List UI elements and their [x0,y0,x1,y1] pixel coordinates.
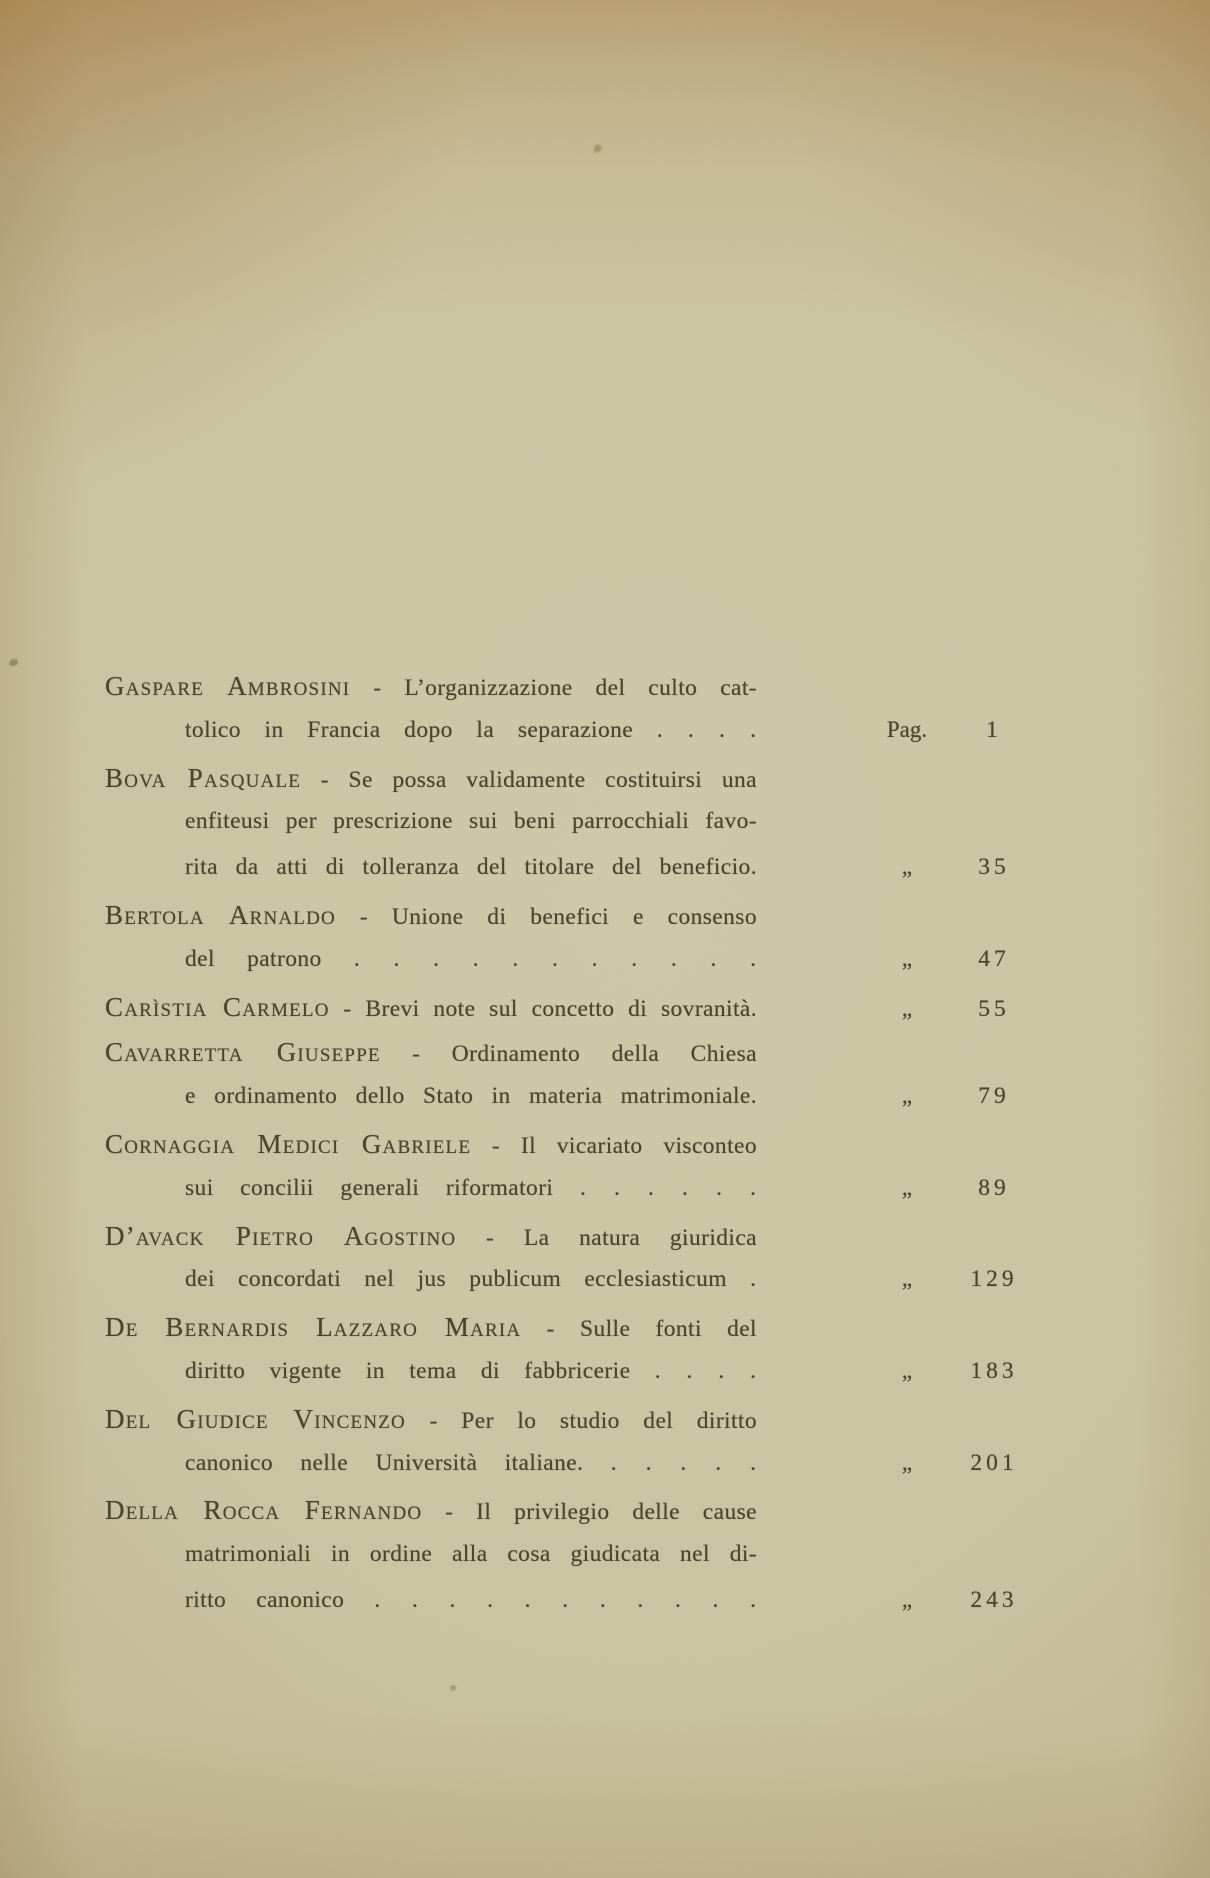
toc-title-text: matrimoniali in ordine alla cosa giudicata nel di- [185,1541,757,1568]
toc-author-title-dash: - [405,1407,462,1434]
paper-speck [592,143,603,154]
dot-leader: . [750,1266,757,1293]
toc-ref-mark: „ [901,995,913,1021]
toc-title-text: ritto canonico [185,1586,345,1613]
toc-page-number: 89 [978,1174,1010,1201]
toc-title-text: La natura giuridica [523,1224,757,1251]
toc-row [105,1587,1050,1633]
toc-ref-mark: „ [901,1083,913,1109]
toc-page-number: 79 [978,1083,1010,1110]
toc-author-name: Cavarretta Giuseppe [105,1037,381,1068]
toc-page-number: 55 [978,995,1010,1022]
toc-row [105,946,1050,992]
toc-title-text: e ordinamento dello Stato in materia matrimoniale. [185,1083,757,1110]
toc-row [105,1541,1050,1587]
toc-title-text: tolico in Francia dopo la separazione [185,716,634,743]
toc-title-text: sui concilii generali riformatori [185,1174,554,1201]
toc-title-text: Il vicariato visconteo [520,1132,757,1159]
toc-row [105,992,1050,1038]
toc-author-name: Bertola Arnaldo [105,899,336,930]
toc-line-text [105,946,757,973]
toc-line-text [105,1450,757,1477]
toc-row [105,1450,1050,1496]
toc-title-text: Ordinamento della Chiesa [451,1041,757,1068]
toc-title-text: Il privilegio delle cause [476,1499,757,1526]
toc-line-text [105,717,757,744]
toc-author-title-dash: - [521,1316,580,1343]
toc-line-text [105,992,757,1023]
toc-author-name: Bova Pasquale [105,762,302,793]
toc-line-text [105,1358,757,1385]
toc-row [105,1358,1050,1404]
toc-ref-mark: „ [901,854,913,880]
toc-title-text: diritto vigente in tema di fabbricerie [185,1357,631,1384]
toc-page-number: 183 [970,1357,1018,1384]
toc-line-text [105,808,757,835]
paper-speck [450,1685,456,1691]
toc-line-text [105,1175,757,1202]
toc-line-text [105,1404,757,1435]
toc-ref-mark: „ [901,1449,913,1475]
toc-author-title-dash: - [456,1224,524,1251]
toc-row [105,717,1050,763]
toc-title-text: canonico nelle Università italiane. [185,1449,584,1476]
toc-author-title-dash: - [422,1499,477,1526]
toc-author-title-dash: - [329,995,366,1022]
toc-author-name: D’avack Pietro Agostino [105,1220,457,1251]
toc-page-number: 35 [978,854,1010,881]
toc-row [105,808,1050,854]
toc-row [105,1404,1050,1450]
toc-ref-mark: „ [901,1174,913,1200]
toc-title-text: Se possa validamente costituirsi una [348,766,757,793]
toc-row [105,671,1050,717]
toc-line-text [105,1541,757,1568]
toc-row [105,1266,1050,1312]
toc-row [105,1129,1050,1175]
toc-title-text: dei concordati nel jus publicum ecclesiasticum [185,1266,727,1293]
toc-author-title-dash: - [301,766,349,793]
toc-row [105,1175,1050,1221]
toc-title-text: Sulle fonti del [579,1316,757,1343]
toc-author-name: Gaspare Ambrosini [105,671,351,701]
toc-ref-mark: Pag. [886,716,928,742]
toc-line-text [105,900,757,931]
toc-list [105,671,1050,1633]
toc-line-text [105,1495,757,1526]
toc-line-text [105,763,757,794]
toc-ref-mark: „ [901,1586,913,1612]
toc-page-number: 129 [970,1266,1018,1293]
toc-line-text [105,1221,757,1252]
toc-title-text: Per lo studio del diritto [461,1407,757,1434]
toc-author-name: Della Rocca Fernando [105,1495,423,1526]
toc-row [105,1495,1050,1541]
toc-ref-mark: „ [901,945,913,971]
dot-leader: . . . . . . . . . . . [374,1586,757,1613]
toc-line-text [105,1083,757,1110]
dot-leader: . . . . . . . . . . . [353,945,757,972]
toc-author-name: Carìstia Carmelo [105,991,330,1022]
dot-leader: . . . . [656,716,757,743]
toc-ref-mark: „ [901,1357,913,1383]
dot-leader: . . . . . . [579,1174,757,1201]
toc-author-title-dash: - [335,903,392,930]
toc-line-text [105,1312,757,1343]
toc-author-title-dash: - [471,1132,521,1159]
toc-page-number: 47 [978,945,1010,972]
toc-ref-mark: „ [901,1266,913,1292]
toc-row [105,854,1050,900]
toc-row [105,1221,1050,1267]
toc-title-text: enfiteusi per prescrizione sui beni parrocchiali favo- [185,808,757,835]
toc-title-text: rita da atti di tolleranza del titolare del beneficio. [185,854,757,881]
toc-author-name: Del Giudice Vincenzo [105,1403,406,1434]
toc-title-text: Unione di benefici e consenso [391,903,757,930]
toc-row [105,763,1050,809]
toc-author-name: Cornaggia Medici Gabriele [105,1128,472,1159]
toc-row [105,1312,1050,1358]
toc-row [105,1083,1050,1129]
toc-author-title-dash: - [350,675,405,701]
toc-page-number: 1 [986,716,1002,743]
toc-title-text: del patrono [185,945,322,972]
toc-page-number: 243 [970,1586,1018,1613]
toc-page-number: 201 [970,1449,1018,1476]
toc-row [105,1037,1050,1083]
toc-row [105,900,1050,946]
toc-line-text [105,671,757,702]
toc-author-title-dash: - [380,1041,452,1068]
toc-line-text [105,1587,757,1614]
dot-leader: . . . . [654,1357,757,1384]
toc-author-name: De Bernardis Lazzaro Maria [105,1312,522,1343]
paper-speck [8,658,19,668]
toc-line-text [105,854,757,881]
dot-leader: . . . . . [610,1449,757,1476]
toc-title-text: Brevi note sul concetto di sovranità. [365,995,757,1022]
toc-line-text [105,1266,757,1293]
toc-line-text [105,1037,757,1068]
toc-line-text [105,1129,757,1160]
toc-title-text: L’organizzazione del culto cat- [404,675,758,701]
